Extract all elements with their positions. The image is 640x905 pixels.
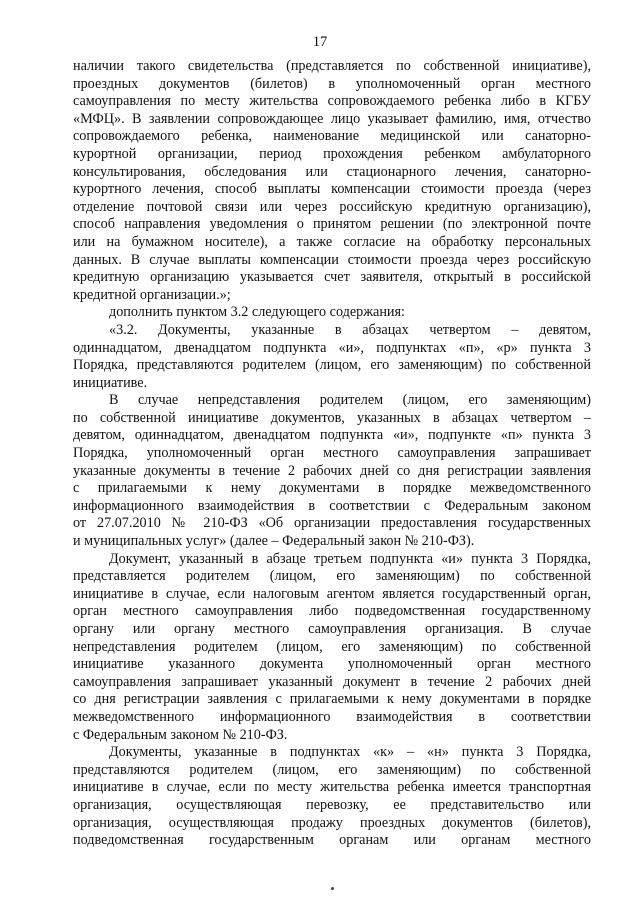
text-line: самоуправления по месту жительства сопровождаемого ребенка либо в КГБУ	[73, 93, 591, 110]
text-line: межведомственного информационного взаимодействия в соответствии	[73, 708, 591, 725]
paragraph	[73, 304, 591, 322]
text-line: по собственной инициативе документов, указанных в абзацах четвертом –	[73, 409, 591, 426]
text-line: отделение почтовой связи или через российскую кредитную организацию),	[73, 198, 591, 215]
text-line: организация, осуществляющая продажу проездных документов (билетов),	[73, 814, 591, 831]
text-line: самоуправления запрашивает указанный документ в течение 2 рабочих дней	[73, 673, 591, 690]
text-line: инициативе в случае, если по месту жительства ребенка имеется транспортная	[73, 779, 591, 796]
text-line: инициативе указанного документа уполномоченный орган местного	[73, 656, 591, 673]
text-line: данных. В случае выплаты компенсации стоимости проезда через российскую	[73, 251, 591, 268]
text-line: консультирования, обследования или стационарного лечения, санаторно-	[73, 163, 591, 180]
page-number: 17	[312, 34, 328, 50]
text-line: сопровождаемого ребенка, наименование медицинской или санаторно-	[73, 128, 591, 145]
text-line: способ направления уведомления о принятом решении (по электронной почте	[73, 216, 591, 233]
paragraph	[73, 322, 591, 392]
text-line: курортной организации, период прохождения ребенком амбулаторного	[73, 145, 591, 162]
text-line: Документ, указанный в абзаце третьем подпункта «и» пункта 3 Порядка,	[109, 550, 591, 567]
text-line: с Федеральным законом № 210-ФЗ.	[73, 726, 288, 743]
text-line: от 27.07.2010 № 210-ФЗ «Об организации предоставления государственных	[73, 515, 591, 532]
text-line: с прилагаемыми к нему документами в порядке межведомственного	[73, 480, 591, 497]
text-line: органу или органу местного самоуправления организация. В случае	[73, 621, 591, 637]
text-line: указанные документы в течение 2 рабочих дней со дня регистрации заявления	[73, 462, 591, 479]
text-line: курортного лечения, способ выплаты компенсации стоимости проезда (через	[73, 181, 591, 198]
text-line: непредставления родителем (лицом, его заменяющим) по собственной	[73, 638, 591, 655]
text-line: со дня регистрации заявления с прилагаемыми к нему документами в порядке	[73, 691, 591, 708]
text-line: информационного взаимодействия в соответствии с Федеральным законом	[73, 497, 591, 514]
text-line: Документы, указанные в подпунктах «к» – «н» пункта 3 Порядка,	[109, 744, 591, 761]
text-line: В случае непредставления родителем (лицом, его заменяющим)	[109, 392, 591, 409]
text-line: подведомственная государственным органам или органам местного	[73, 832, 591, 849]
text-line: представляются родителем (лицом, его заменяющим) по собственной	[73, 761, 591, 778]
text-line: кредитную организацию указывается счет заявителя, открытый в российской	[73, 269, 591, 286]
text-line: дополнить пунктом 3.2 следующего содержания:	[109, 304, 405, 321]
text-line: орган местного самоуправления либо подведомственная государственному	[73, 603, 591, 620]
text-line: наличии такого свидетельства (представляется по собственной инициативе),	[73, 58, 591, 74]
text-line: кредитной организации.»;	[73, 286, 231, 303]
text-line: и муниципальных услуг» (далее – Федеральный закон № 210-ФЗ).	[73, 533, 475, 550]
text-line: инициативе.	[73, 374, 148, 391]
text-line: Порядка, уполномоченный орган местного самоуправления запрашивает	[73, 445, 591, 462]
scan-dot-mark	[331, 887, 334, 890]
text-line: или на бумажном носителе), а также согласие на обработку персональных	[73, 233, 591, 250]
text-line: девятом, одиннадцатом, двенадцатом подпункта «и», подпункте «п» пункта 3	[73, 427, 591, 444]
text-line: проездных документов (билетов) в уполномоченный орган местного	[73, 75, 591, 92]
text-line: представляется родителем (лицом, его заменяющим) по собственной	[73, 568, 591, 585]
text-line: Порядка, представляются родителем (лицом, его заменяющим) по собственной	[73, 357, 591, 374]
text-line: «3.2. Документы, указанные в абзацах четвертом – девятом,	[109, 321, 591, 338]
text-line: «МФЦ». В заявлении сопровождающее лицо указывает фамилию, имя, отчество	[73, 110, 591, 127]
paragraph	[73, 58, 591, 304]
text-line: организация, осуществляющая перевозку, ее представительство или	[73, 796, 591, 813]
document-body	[73, 58, 591, 850]
paragraph	[73, 551, 591, 745]
paragraph	[73, 744, 591, 850]
paragraph	[73, 392, 591, 550]
text-line: одиннадцатом, двенадцатом подпункта «и», подпунктах «п», «р» пункта 3	[73, 339, 591, 356]
text-line: инициативе в случае, если налоговым агентом является государственный орган,	[73, 585, 591, 602]
